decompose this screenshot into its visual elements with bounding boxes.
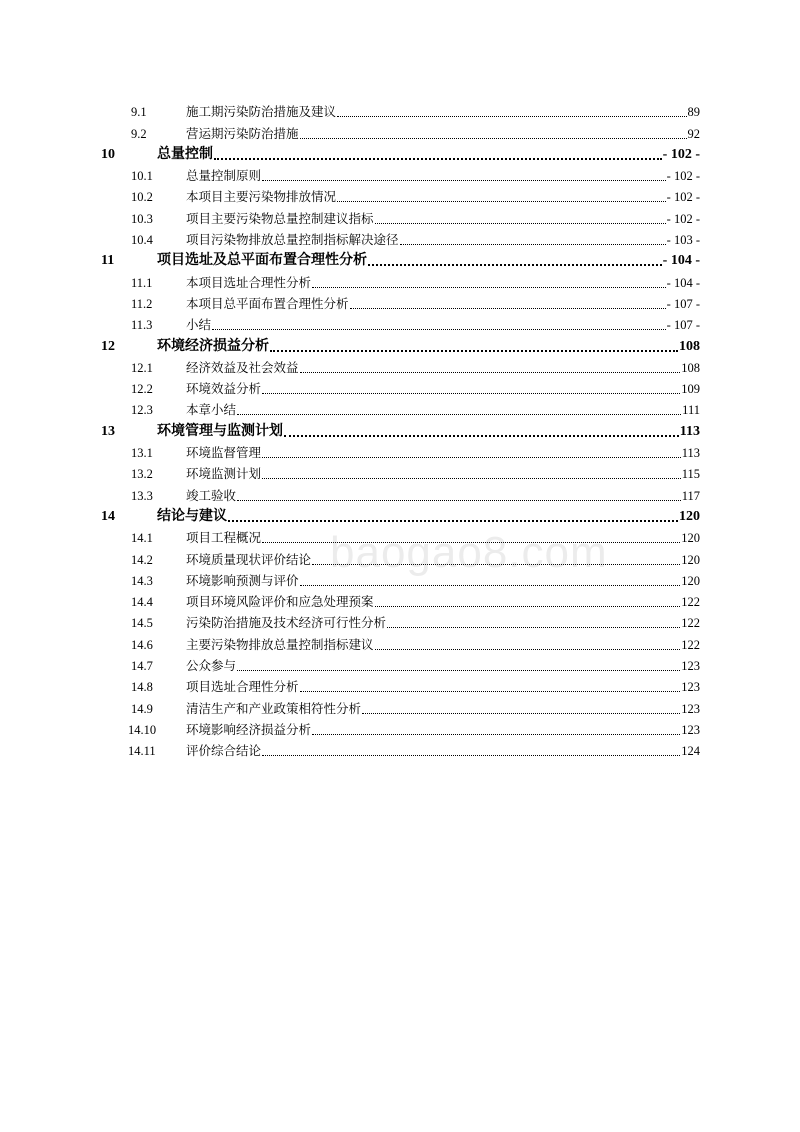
toc-entry-title: 评价综合结论 [186, 744, 262, 759]
toc-entry-title: 环境效益分析 [186, 382, 262, 397]
toc-entry-page: 92 [687, 126, 700, 141]
toc-entry-title: 营运期污染防治措施 [186, 126, 299, 141]
toc-entry-title: 本项目选址合理性分析 [186, 275, 312, 290]
table-of-contents [0, 101, 800, 761]
toc-entry-page: 123 [681, 659, 700, 674]
toc-entry-page: - 107 - [666, 296, 700, 311]
toc-entry-page: - 104 - [666, 275, 700, 290]
toc-entry-number: 9.1 [131, 105, 147, 120]
toc-section-entry[interactable] [0, 655, 800, 676]
toc-entry-title: 环境影响经济损益分析 [186, 722, 312, 737]
toc-section-entry[interactable] [0, 165, 800, 186]
toc-dot-leader [362, 712, 680, 714]
toc-entry-title: 环境质量现状评价结论 [186, 552, 312, 567]
toc-entry-title: 清洁生产和产业政策相符性分析 [186, 701, 362, 716]
toc-section-entry[interactable] [0, 612, 800, 633]
toc-chapter-entry[interactable] [0, 420, 800, 441]
toc-entry-page: 122 [681, 637, 700, 652]
toc-dot-leader [262, 179, 666, 181]
toc-dot-leader [237, 413, 681, 415]
toc-chapter-entry[interactable] [0, 250, 800, 271]
toc-dot-leader [262, 477, 681, 479]
toc-entry-number: 14.11 [128, 744, 156, 759]
toc-entry-title: 本章小结 [186, 403, 237, 418]
toc-entry-title: 项目工程概况 [186, 531, 262, 546]
toc-entry-page: 120 [679, 508, 700, 524]
toc-entry-title: 主要污染物排放总量控制指标建议 [186, 637, 374, 652]
toc-dot-leader [284, 434, 679, 437]
toc-section-entry[interactable] [0, 740, 800, 761]
toc-entry-number: 14.3 [131, 573, 153, 588]
toc-entry-page: - 104 - [662, 253, 700, 269]
toc-entry-number: 14.7 [131, 659, 153, 674]
toc-entry-title: 本项目总平面布置合理性分析 [186, 296, 349, 311]
toc-entry-number: 13.3 [131, 488, 153, 503]
toc-dot-leader [262, 754, 680, 756]
toc-entry-page: 117 [681, 488, 700, 503]
toc-section-entry[interactable] [0, 591, 800, 612]
toc-section-entry[interactable] [0, 207, 800, 228]
watermark: baogao8.com [330, 528, 608, 577]
toc-entry-page: 120 [681, 531, 700, 546]
toc-entry-number: 14.10 [128, 722, 157, 737]
toc-dot-leader [400, 243, 666, 245]
toc-entry-number: 11.2 [131, 296, 153, 311]
toc-entry-title: 污染防治措施及技术经济可行性分析 [186, 616, 387, 631]
toc-dot-leader [212, 328, 666, 330]
toc-entry-number: 10 [101, 146, 115, 162]
toc-dot-leader [337, 200, 666, 202]
toc-entry-page: 123 [681, 722, 700, 737]
toc-dot-leader [337, 115, 686, 117]
toc-section-entry[interactable] [0, 314, 800, 335]
toc-section-entry[interactable] [0, 357, 800, 378]
toc-entry-number: 14.8 [131, 680, 153, 695]
toc-entry-page: 122 [681, 616, 700, 631]
toc-entry-page: - 103 - [666, 233, 700, 248]
toc-entry-title: 项目选址及总平面布置合理性分析 [157, 253, 367, 269]
toc-entry-title: 总量控制 [157, 146, 213, 162]
toc-dot-leader [375, 648, 681, 650]
toc-entry-number: 14.5 [131, 616, 153, 631]
toc-entry-number: 13.1 [131, 446, 153, 461]
toc-section-entry[interactable] [0, 676, 800, 697]
toc-entry-page: 108 [681, 360, 700, 375]
toc-dot-leader [300, 371, 681, 373]
toc-entry-title: 项目环境风险评价和应急处理预案 [186, 595, 374, 610]
toc-entry-number: 10.4 [131, 233, 153, 248]
toc-entry-number: 10.1 [131, 169, 153, 184]
toc-dot-leader [237, 669, 680, 671]
toc-section-entry[interactable] [0, 697, 800, 718]
toc-dot-leader [387, 626, 680, 628]
toc-entry-page: 89 [687, 105, 700, 120]
toc-entry-number: 14.2 [131, 552, 153, 567]
toc-entry-number: 11.1 [131, 275, 153, 290]
toc-section-entry[interactable] [0, 229, 800, 250]
toc-entry-number: 11 [101, 253, 115, 269]
toc-entry-title: 经济效益及社会效益 [186, 360, 299, 375]
toc-entry-page: - 102 - [666, 211, 700, 226]
toc-entry-title: 竣工验收 [186, 488, 237, 503]
toc-dot-leader [262, 392, 680, 394]
toc-section-entry[interactable] [0, 633, 800, 654]
toc-entry-number: 12 [101, 338, 115, 354]
toc-chapter-entry[interactable] [0, 144, 800, 165]
toc-entry-page: 115 [681, 467, 700, 482]
toc-section-entry[interactable] [0, 101, 800, 122]
toc-section-entry[interactable] [0, 442, 800, 463]
toc-entry-number: 9.2 [131, 126, 147, 141]
toc-entry-page: 108 [679, 338, 700, 354]
toc-section-entry[interactable] [0, 271, 800, 292]
toc-entry-page: 122 [681, 595, 700, 610]
toc-section-entry[interactable] [0, 463, 800, 484]
toc-entry-number: 12.2 [131, 382, 153, 397]
toc-entry-number: 13 [101, 423, 115, 439]
toc-dot-leader [237, 499, 681, 501]
toc-entry-number: 13.2 [131, 467, 153, 482]
toc-entry-page: 120 [681, 573, 700, 588]
toc-dot-leader [300, 584, 681, 586]
toc-entry-page: 113 [679, 423, 700, 439]
toc-entry-number: 11.3 [131, 318, 153, 333]
toc-entry-page: 124 [681, 744, 700, 759]
toc-chapter-entry[interactable] [0, 506, 800, 527]
toc-entry-page: 109 [681, 382, 700, 397]
toc-dot-leader [300, 137, 687, 139]
toc-dot-leader [214, 157, 662, 160]
toc-section-entry[interactable] [0, 719, 800, 740]
toc-entry-title: 结论与建议 [157, 508, 227, 524]
toc-entry-title: 环境监督管理 [186, 446, 262, 461]
toc-entry-title: 公众参与 [186, 659, 237, 674]
toc-section-entry[interactable] [0, 293, 800, 314]
toc-dot-leader [375, 605, 681, 607]
toc-entry-title: 环境影响预测与评价 [186, 573, 299, 588]
toc-entry-page: - 102 - [666, 169, 700, 184]
toc-section-entry[interactable] [0, 186, 800, 207]
toc-chapter-entry[interactable] [0, 335, 800, 356]
toc-entry-page: - 102 - [662, 146, 700, 162]
toc-entry-number: 12.3 [131, 403, 153, 418]
toc-entry-title: 环境经济损益分析 [157, 338, 269, 354]
toc-entry-page: 120 [681, 552, 700, 567]
toc-entry-number: 14.1 [131, 531, 153, 546]
toc-entry-title: 小结 [186, 318, 212, 333]
toc-entry-title: 项目选址合理性分析 [186, 680, 299, 695]
toc-entry-page: 123 [681, 680, 700, 695]
toc-dot-leader [375, 222, 666, 224]
toc-section-entry[interactable] [0, 378, 800, 399]
toc-entry-page: - 107 - [666, 318, 700, 333]
toc-dot-leader [368, 263, 662, 266]
toc-dot-leader [262, 456, 681, 458]
toc-entry-title: 环境监测计划 [186, 467, 262, 482]
toc-dot-leader [312, 286, 666, 288]
toc-entry-title: 本项目主要污染物排放情况 [186, 190, 337, 205]
toc-entry-number: 10.2 [131, 190, 153, 205]
toc-section-entry[interactable] [0, 484, 800, 505]
toc-dot-leader [350, 307, 666, 309]
toc-entry-number: 14 [101, 508, 115, 524]
toc-entry-page: 111 [682, 403, 700, 418]
toc-dot-leader [312, 733, 680, 735]
toc-dot-leader [228, 519, 678, 522]
toc-dot-leader [300, 690, 681, 692]
toc-entry-title: 总量控制原则 [186, 169, 262, 184]
toc-entry-number: 14.9 [131, 701, 153, 716]
toc-entry-title: 项目主要污染物总量控制建议指标 [186, 211, 374, 226]
toc-entry-number: 14.6 [131, 637, 153, 652]
toc-entry-number: 12.1 [131, 360, 153, 375]
toc-entry-title: 环境管理与监测计划 [157, 423, 283, 439]
toc-entry-page: 123 [681, 701, 700, 716]
toc-entry-title: 项目污染物排放总量控制指标解决途径 [186, 233, 399, 248]
toc-entry-page: 113 [681, 446, 700, 461]
toc-section-entry[interactable] [0, 399, 800, 420]
toc-entry-number: 10.3 [131, 211, 153, 226]
toc-entry-page: - 102 - [666, 190, 700, 205]
toc-entry-title: 施工期污染防治措施及建议 [186, 105, 337, 120]
toc-entry-number: 14.4 [131, 595, 153, 610]
toc-section-entry[interactable] [0, 122, 800, 143]
toc-dot-leader [270, 349, 678, 352]
